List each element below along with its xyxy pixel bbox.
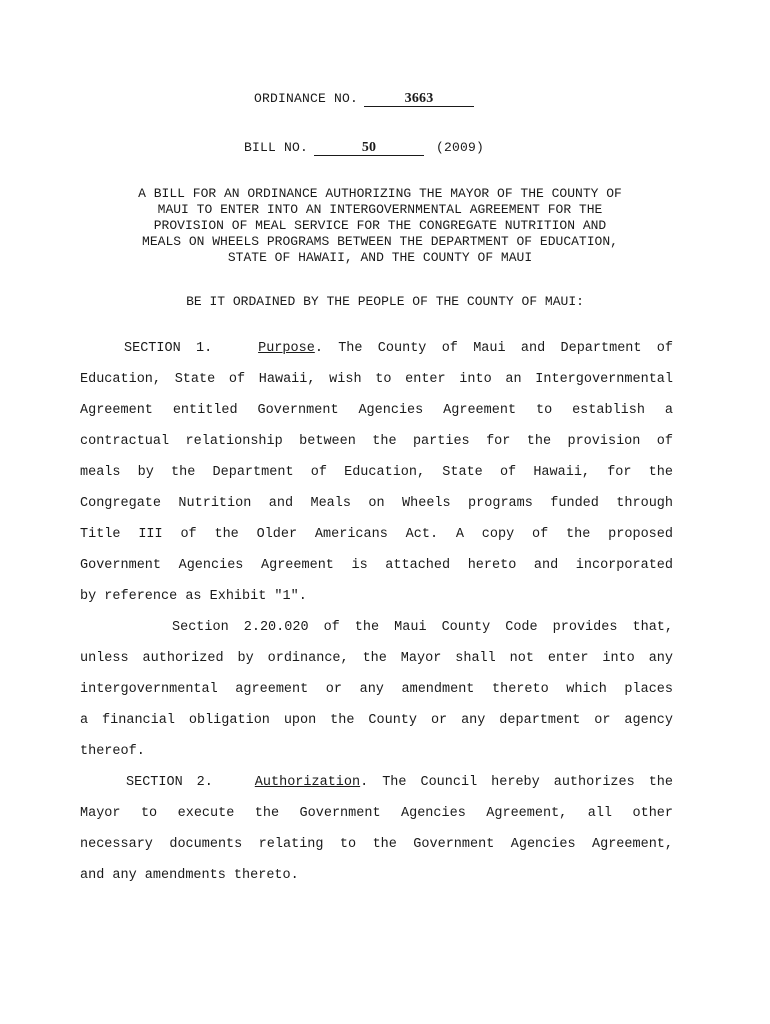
body-line: meals by the Department of Education, State of Hawaii, for the <box>80 465 673 480</box>
body-line: necessary documents relating to the Government Agencies Agreement, <box>80 837 673 852</box>
body-line: Agreement entitled Government Agencies Agreement to establish a <box>80 403 673 418</box>
bill-number-line <box>244 140 484 156</box>
section-1-heading: Purpose <box>258 341 315 356</box>
ordinance-number: 3663 <box>364 91 474 107</box>
body-line: Congregate Nutrition and Meals on Wheels programs funded through <box>80 496 673 511</box>
section-2-number: SECTION 2. <box>126 775 213 790</box>
section-2-heading: Authorization <box>254 775 361 790</box>
body-line: a financial obligation upon the County or any department or agency <box>80 713 673 728</box>
bill-title <box>80 186 680 266</box>
body-line: thereof. <box>80 744 145 759</box>
section-1 <box>80 333 673 767</box>
bill-title-line: MAUI TO ENTER INTO AN INTERGOVERNMENTAL AGREEMENT FOR THE <box>157 202 603 217</box>
ordinance-number-line <box>254 91 474 107</box>
bill-number: 50 <box>314 140 424 156</box>
body-line: contractual relationship between the parties for the provision of <box>80 434 673 449</box>
body-line: Education, State of Hawaii, wish to enter into an Intergovernmental <box>80 372 673 387</box>
section-1-first-line-text: . The County of Maui and Department of <box>314 341 673 356</box>
bill-title-line: A BILL FOR AN ORDINANCE AUTHORIZING THE MAYOR OF THE COUNTY OF <box>138 186 622 201</box>
section-2-first-line <box>80 767 673 798</box>
body-line: intergovernmental agreement or any amendment thereto which places <box>80 682 673 697</box>
section-1-number: SECTION 1. <box>124 341 213 356</box>
section-2 <box>80 767 673 891</box>
section-2-first-line-text: . The Council hereby authorizes the <box>360 775 674 790</box>
bill-title-line: PROVISION OF MEAL SERVICE FOR THE CONGREGATE NUTRITION AND <box>153 218 607 233</box>
ordinance-label: ORDINANCE NO. <box>254 91 359 106</box>
body-line: Mayor to execute the Government Agencies Agreement, all other <box>80 806 673 821</box>
section-1-first-line <box>80 333 673 364</box>
body-line: Title III of the Older Americans Act. A copy of the proposed <box>80 527 673 542</box>
bill-label: BILL NO. <box>244 140 309 155</box>
body-line: Section 2.20.020 of the Maui County Code provides that, <box>172 620 673 635</box>
bill-title-line: MEALS ON WHEELS PROGRAMS BETWEEN THE DEPARTMENT OF EDUCATION, <box>142 234 618 249</box>
bill-title-line: STATE OF HAWAII, AND THE COUNTY OF MAUI <box>227 250 533 265</box>
enacting-clause: BE IT ORDAINED BY THE PEOPLE OF THE COUNTY OF MAUI: <box>186 294 584 309</box>
bill-year: (2009) <box>436 140 485 155</box>
body-line: unless authorized by ordinance, the Mayor shall not enter into any <box>80 651 673 666</box>
body-line: Government Agencies Agreement is attached hereto and incorporated <box>80 558 673 573</box>
body-line: by reference as Exhibit "1". <box>80 589 307 604</box>
body-line: and any amendments thereto. <box>80 868 299 883</box>
